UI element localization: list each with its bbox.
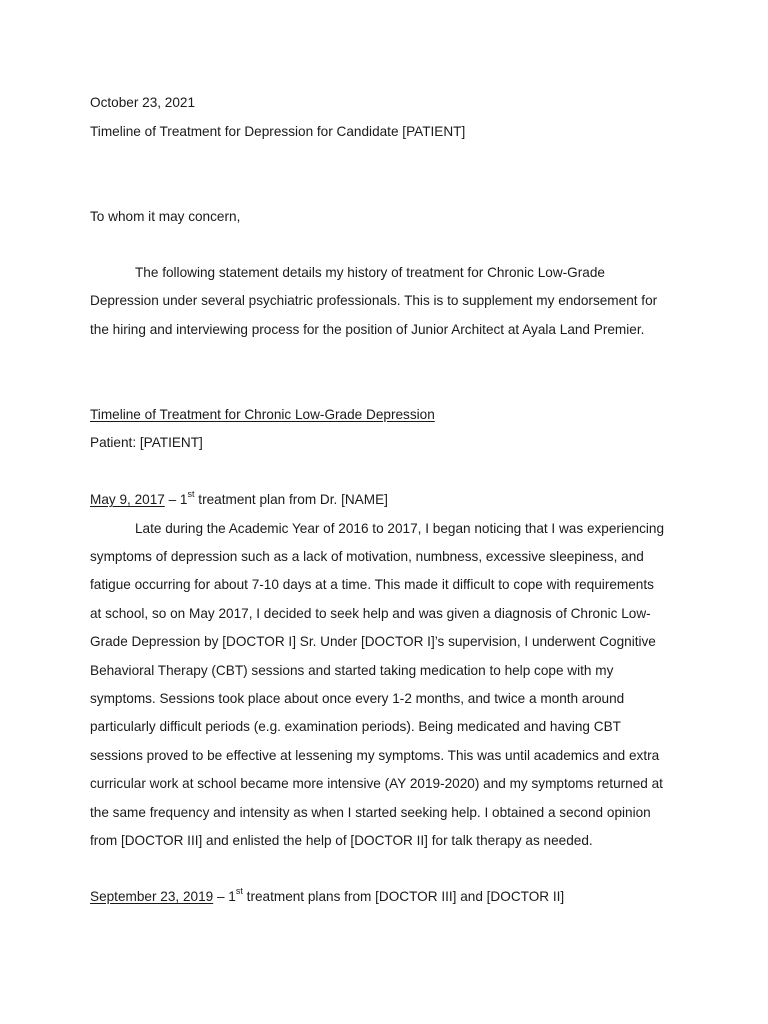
entry-body-line: Grade Depression by [DOCTOR I] Sr. Under [DOCTOR I]’s supervision, I underwent Cognitive: [90, 634, 656, 649]
entry-heading-1: [90, 491, 388, 509]
entry-body-line: from [DOCTOR III] and enlisted the help of [DOCTOR II] for talk therapy as needed.: [90, 833, 593, 848]
entry-date: May 9, 2017: [90, 492, 165, 507]
entry-body-line: curricular work at school became more intensive (AY 2019-2020) and my symptoms returned at: [90, 776, 663, 791]
entry-dash: – 1: [164, 492, 188, 507]
entry-body-line: particularly difficult periods (e.g. examination periods). Being medicated and having CBT: [90, 719, 621, 734]
letter-subject: Timeline of Treatment for Depression for Candidate [PATIENT]: [90, 124, 466, 139]
ordinal-suffix: st: [235, 886, 243, 897]
intro-line: Depression under several psychiatric professionals. This is to supplement my endorsement for: [90, 293, 658, 308]
salutation: To whom it may concern,: [90, 209, 241, 224]
intro-line: the hiring and interviewing process for the position of Junior Architect at Ayala Land Premier.: [90, 322, 645, 337]
entry-body-line: fatigue occurring for about 7-10 days at a time. This made it difficult to cope with requirements: [90, 577, 654, 592]
letter-date: October 23, 2021: [90, 95, 196, 110]
entry-body-line: sessions proved to be effective at lessening my symptoms. This was until academics and extra: [90, 748, 660, 763]
entry-body-line: symptoms of depression such as a lack of motivation, numbness, excessive sleepiness, and: [90, 549, 644, 564]
entry-title: treatment plan from Dr. [NAME]: [194, 492, 388, 507]
entry-date: September 23, 2019: [90, 889, 214, 904]
entry-body-line: the same frequency and intensity as when I started seeking help. I obtained a second opinion: [90, 805, 651, 820]
entry-body-line: Late during the Academic Year of 2016 to 2017, I began noticing that I was experiencing: [135, 521, 665, 536]
entry-body-line: Behavioral Therapy (CBT) sessions and started taking medication to help cope with my: [90, 663, 614, 678]
ordinal-suffix: st: [187, 489, 195, 500]
patient-line: Patient: [PATIENT]: [90, 435, 203, 450]
entry-dash: – 1: [213, 889, 236, 904]
entry-title: treatment plans from [DOCTOR III] and [DOCTOR II]: [242, 889, 565, 904]
timeline-heading: Timeline of Treatment for Chronic Low-Grade Depression: [90, 407, 435, 422]
entry-heading-2: [90, 888, 564, 906]
entry-body-line: symptoms. Sessions took place about once every 1-2 months, and twice a month around: [90, 691, 625, 706]
intro-line: The following statement details my history of treatment for Chronic Low-Grade: [135, 265, 605, 280]
entry-body-line: at school, so on May 2017, I decided to seek help and was given a diagnosis of Chronic Low-: [90, 606, 651, 621]
